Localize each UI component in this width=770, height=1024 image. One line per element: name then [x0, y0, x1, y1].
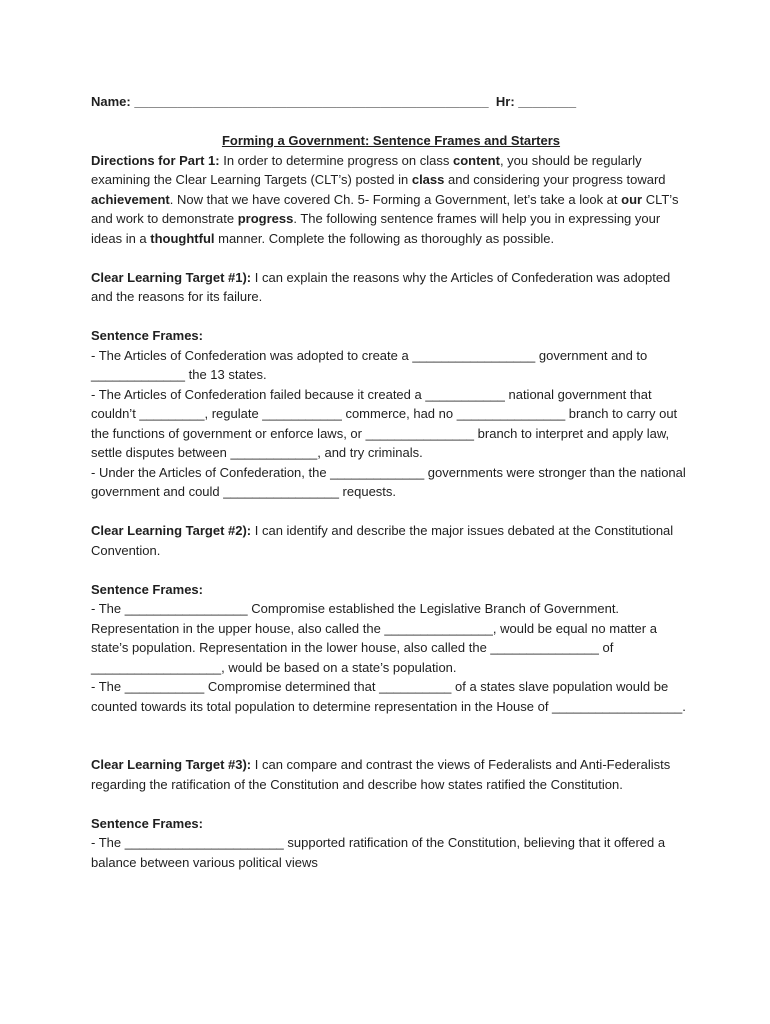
spacer [91, 794, 691, 814]
directions-text: . The following sentence frames will help you in expressing your ideas in a [91, 211, 661, 246]
frame-item: - The ___________ Compromise determined that __________ of a states slave population would be counted towards its total population to determine representation in the House of __________________. [91, 679, 686, 714]
worksheet-content [91, 92, 691, 872]
spacer [91, 502, 691, 522]
clt1-text: I can explain the reasons why the Articles of Confederation was adopted and the reasons for its failure. [91, 269, 671, 304]
hr-blank: ________ [518, 94, 577, 109]
frame-item: - The _________________ Compromise established the Legislative Branch of Government. Representation in the upper house, also called the _______________, would be equal no matter a state’s population. Representation in the lower house, also called the _______________ of __________________, would be based on a state’s population. [91, 601, 657, 675]
name-label: Name: [91, 94, 131, 109]
name-blank: _________________________________________________ [134, 94, 489, 109]
spacer [91, 248, 691, 268]
worksheet-title: Forming a Government: Sentence Frames and Starters [221, 133, 561, 148]
directions-text: . Now that we have covered Ch. 5- Forming a Government, let’s take a look at [169, 191, 622, 207]
frame-item: - The Articles of Confederation failed because it created a ___________ national government that couldn’t _________, regulate ___________ commerce, had no _______________ branch to carry out the functions of government or enforce laws, or _______________ branch to interpret and apply law, settle disputes between ____________, and try criminals. [91, 386, 678, 460]
frame-item: - The ______________________ supported ratification of the Constitution, believing that it offered a balance between various political views [91, 835, 666, 870]
spacer [91, 716, 691, 755]
spacer [91, 307, 691, 327]
clt3-text: I can compare and contrast the views of Federalists and Anti-Federalists regarding the ratification of the Constitution and describe how states ratified the Constitution. [91, 757, 671, 792]
clt1-paragraph [91, 268, 691, 307]
directions-bold: achievement [91, 191, 170, 207]
directions-bold: content [452, 152, 500, 168]
hr-label: Hr: [495, 94, 515, 109]
directions-text: In order to determine progress on class [219, 152, 453, 168]
clt2-label: Clear Learning Target #2): [91, 523, 252, 538]
name-line [91, 92, 691, 112]
clt3-paragraph [91, 755, 691, 794]
frames2-heading [91, 580, 691, 600]
clt3-label: Clear Learning Target #3): [91, 757, 252, 772]
directions-text: , you should be regularly examining the Clear Learning Targets (CLT’s) posted in [91, 152, 642, 187]
frames-heading-label: Sentence Frames: [91, 815, 203, 831]
directions-bold: class [411, 172, 445, 187]
directions-paragraph [91, 151, 691, 249]
spacer [91, 560, 691, 580]
frames-heading-label: Sentence Frames: [91, 581, 203, 597]
frames-heading-label: Sentence Frames: [91, 328, 203, 343]
frames3-heading [91, 814, 691, 834]
frame-item: - The Articles of Confederation was adopted to create a _________________ government and to _____________ the 13 states. [91, 347, 648, 382]
directions-text: CLT’s and work to demonstrate [91, 191, 679, 226]
directions-text: manner. Complete the following as thoroughly as possible. [214, 230, 555, 246]
directions-label: Directions for Part 1: [91, 152, 220, 168]
frames1-heading [91, 326, 691, 346]
frame-item: - Under the Articles of Confederation, the _____________ governments were stronger than the national government and could ________________ requests. [91, 464, 686, 499]
clt1-label: Clear Learning Target #1): [91, 269, 252, 285]
directions-text: and considering your progress toward [444, 172, 666, 187]
directions-bold: thoughtful [150, 230, 215, 246]
directions-bold: progress [237, 211, 294, 226]
clt2-paragraph [91, 521, 691, 560]
clt2-text: I can identify and describe the major issues debated at the Constitutional Convention. [91, 523, 674, 558]
directions-bold: our [621, 191, 643, 207]
